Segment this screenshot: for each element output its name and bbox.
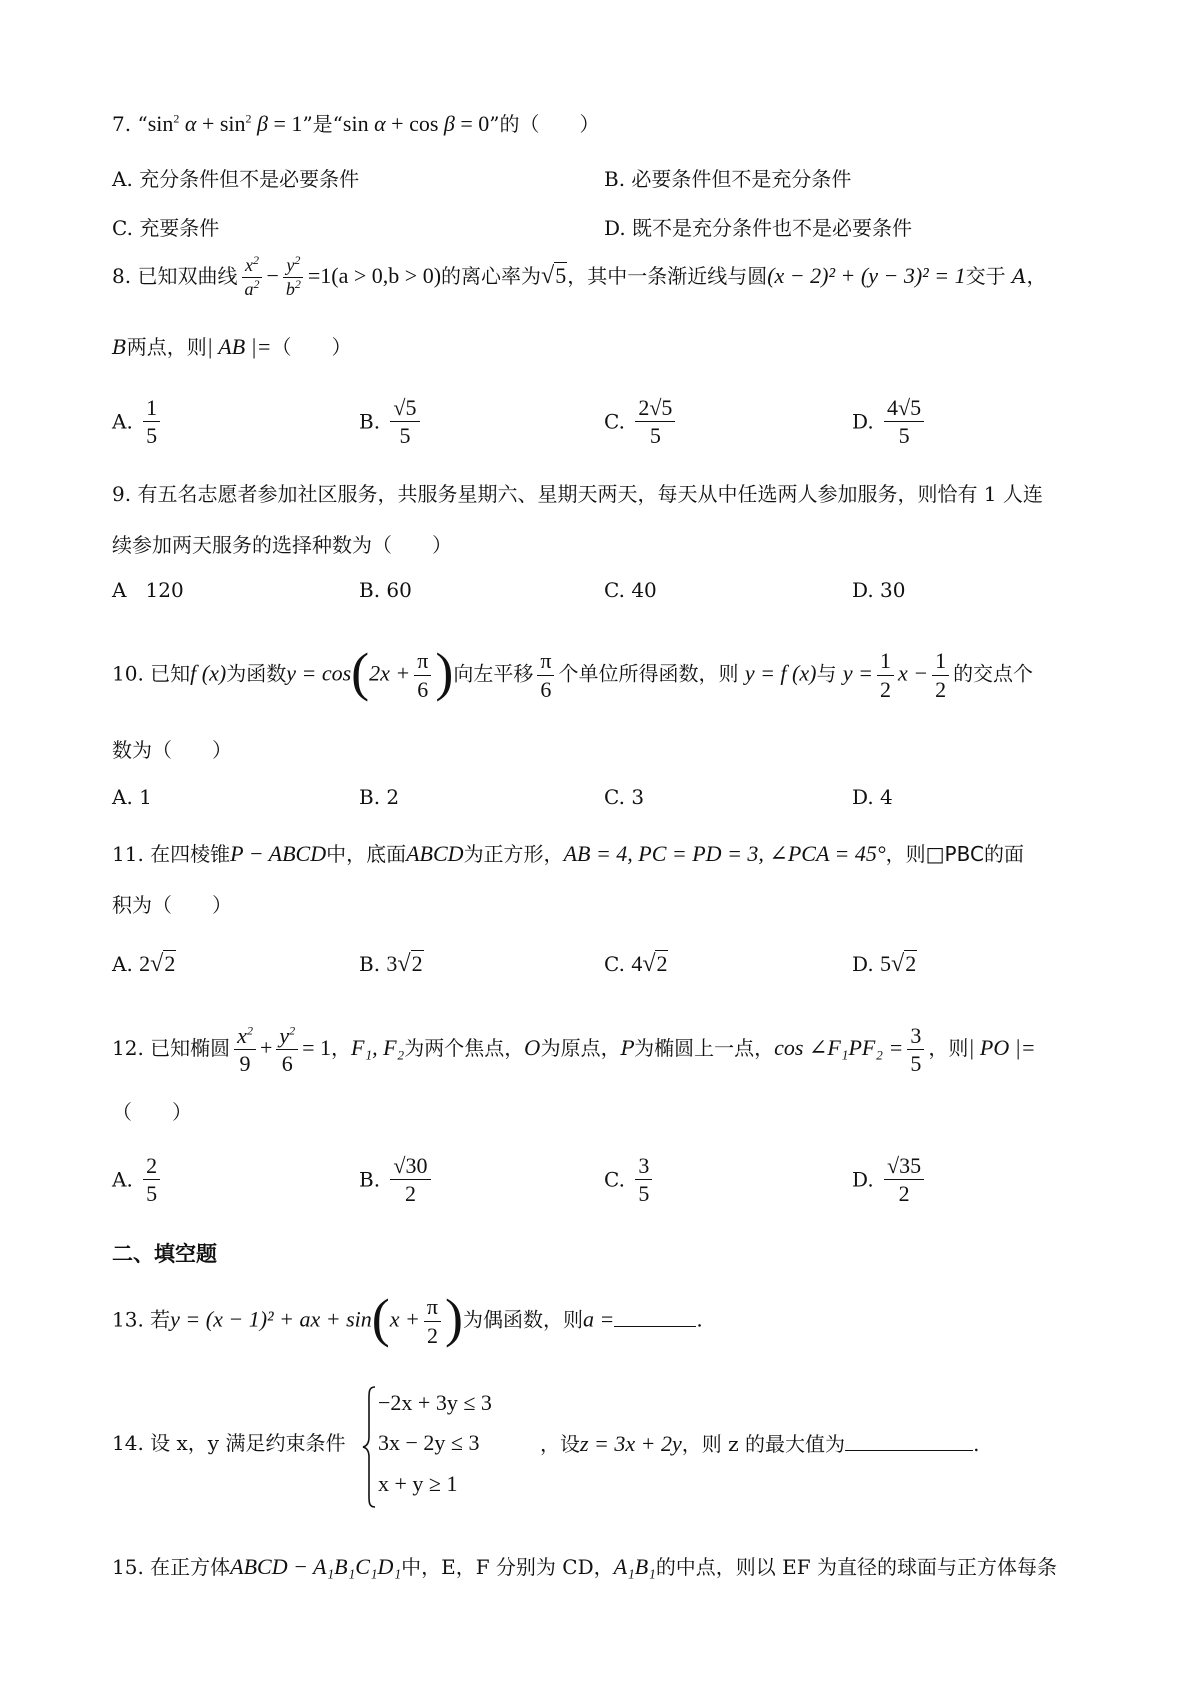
q13-stem: 13. 若y = (x − 1)² + ax + sin(x + $\frac{\pi}{2}$ )为偶函数，则a = . xyxy=(112,1288,703,1348)
q9-option-c[interactable]: C. 40 xyxy=(604,578,657,602)
q7-option-b[interactable]: B. 必要条件但不是充分条件 xyxy=(604,167,852,191)
q11-pyramid: P − ABCD xyxy=(230,841,327,866)
q7-tail: ”的（ ） xyxy=(489,112,600,136)
q11-stem-line2: 积为（ ） xyxy=(112,893,232,917)
q12-stem: 12. 已知椭圆 $\frac{x^2}{9}$ + $\frac{y^2}{6}$ = 1，F₁, F₂为两个焦点，O为原点，P为椭圆上一点，cos ∠F₁PF₂ = $\frac{3}{5}$ ，则| PO |= xyxy=(112,1023,1036,1077)
q14-constraint-1: −2x + 3y ≤ 3 xyxy=(378,1390,492,1415)
q7-option-d[interactable]: D. 既不是充分条件也不是必要条件 xyxy=(604,216,913,240)
q15-stem: 15. 在正方体ABCD − A₁B₁C₁D₁中，E，F 分别为 CD，A₁B₁的中点，则以 EF 为直径的球面与正方体每条 xyxy=(112,1554,1058,1579)
q8-option-d[interactable]: D. $\frac{4√5}{5}$ xyxy=(852,396,928,447)
q8-abs-ab: | AB |= xyxy=(206,334,272,359)
q15-cube: ABCD − A₁B₁C₁D₁ xyxy=(230,1554,402,1579)
q7-option-a[interactable]: A. 充分条件但不是必要条件 xyxy=(112,167,360,191)
q10-option-b[interactable]: B. 2 xyxy=(359,785,400,809)
q10-fx: f (x) xyxy=(190,660,227,686)
q8-number: 8. xyxy=(112,263,132,288)
q9-option-d[interactable]: D. 30 xyxy=(852,578,906,602)
q10-stem-line2: 数为（ ） xyxy=(112,738,232,762)
q7-quote: “ xyxy=(137,112,148,136)
q8-option-a[interactable]: A. $\frac{1}{5}$ xyxy=(112,396,164,447)
q8-option-b[interactable]: B. $\frac{√5}{5}$ xyxy=(359,396,424,447)
q7-stem xyxy=(112,113,600,135)
q7-cond-2: sin α + cos β = 0 xyxy=(342,111,490,136)
q9-stem-line2: 续参加两天服务的选择种数为（ ） xyxy=(112,533,452,557)
q10-option-c[interactable]: C. 3 xyxy=(604,785,645,809)
q10-option-d[interactable]: D. 4 xyxy=(852,785,893,809)
q14-stem: 14. 设 x，y 满足约束条件 xyxy=(112,1431,346,1455)
q14-objective: ，设z = 3x + 2y，则 z 的最大值为 . xyxy=(540,1431,980,1456)
q11-triangle: □PBC xyxy=(925,842,984,866)
q8-stem-line2: B两点，则| AB |=（ ） xyxy=(112,334,352,359)
q8-frac-x: $\frac{x^2}{a^2}$ xyxy=(241,256,262,299)
q7-mid-text: ”是“ xyxy=(302,112,343,136)
q11-conditions: AB = 4, PC = PD = 3, ∠PCA = 45° xyxy=(563,841,886,866)
q8-option-c[interactable]: C. $\frac{2√5}{5}$ xyxy=(604,396,679,447)
q11-option-a[interactable]: A. 2√2 xyxy=(112,951,176,977)
q13-expression: y = (x − 1)² + ax + sin xyxy=(170,1306,372,1332)
q12-option-a[interactable]: A. $\frac{2}{5}$ xyxy=(112,1154,164,1205)
q14-constraint-3: x + y ≥ 1 xyxy=(378,1471,458,1496)
q8-stem: 8. 已知双曲线 $\frac{x^2}{a^2}$ − $\frac{y^2}{b^2}$ =1(a > 0,b > 0)的离心率为√5，其中一条渐近线与圆(x − 2)² + (y − 3)² = 1交于 A， xyxy=(112,253,1047,299)
q7-option-c[interactable]: C. 充要条件 xyxy=(112,216,220,240)
q11-option-b[interactable]: B. 3√2 xyxy=(359,951,423,977)
q8-frac-y: $\frac{y^2}{b^2}$ xyxy=(283,256,304,299)
q9-option-a[interactable]: A 120 xyxy=(112,578,184,602)
q11-option-c[interactable]: C. 4√2 xyxy=(604,951,668,977)
q10-y-cos: y = cos xyxy=(286,660,352,686)
constraint-brace xyxy=(362,1385,376,1509)
q12-option-c[interactable]: C. $\frac{3}{5}$ xyxy=(604,1154,656,1205)
q14-constraint-2: 3x − 2y ≤ 3 xyxy=(378,1430,480,1455)
q10-shift: $\frac{\pi}{6}$ xyxy=(537,649,554,700)
q9-stem-line1: 9. 有五名志愿者参加社区服务，共服务星期六、星期天两天，每天从中任选两人参加服务，则恰有 1 人连 xyxy=(112,482,1043,506)
q9-option-b[interactable]: B. 60 xyxy=(359,578,412,602)
q12-cos: cos ∠F₁PF₂ = xyxy=(774,1035,904,1061)
q8-hyper-cond: 1(a > 0,b > 0) xyxy=(320,262,442,288)
q10-option-a[interactable]: A. 1 xyxy=(112,785,152,809)
section-heading-fill-in: 二、填空题 xyxy=(112,1242,217,1266)
q8-circle-eq: (x − 2)² + (y − 3)² = 1 xyxy=(767,262,966,288)
q7-cond-1: $\sin^2 \alpha + \sin^2 \beta = 1$ xyxy=(147,111,303,136)
q12-option-b[interactable]: B. $\frac{√30}{2}$ xyxy=(359,1154,435,1205)
q14-answer-blank[interactable] xyxy=(845,1450,973,1451)
q12-option-d[interactable]: D. $\frac{√35}{2}$ xyxy=(852,1154,928,1205)
q11-option-d[interactable]: D. 5√2 xyxy=(852,951,917,977)
q13-answer-blank[interactable] xyxy=(614,1326,696,1327)
q8-ecc: √5 xyxy=(541,262,567,289)
q7-number: 7. xyxy=(112,112,132,136)
q11-stem: 11. 在四棱锥P − ABCD中，底面ABCD为正方形，AB = 4, PC = PD = 3, ∠PCA = 45°，则□PBC的面 xyxy=(112,841,1024,866)
q12-stem-line2: （ ） xyxy=(112,1100,192,1124)
q10-stem: 10. 已知f (x)为函数y = cos(2x + $\frac{\pi}{6}$ )向左平移 $\frac{\pi}{6}$ 个单位所得函数，则 y = f (x)与 y = $\frac{1}{2}$ x − $\frac{1}{2}$ 的交点个 xyxy=(112,642,1034,702)
